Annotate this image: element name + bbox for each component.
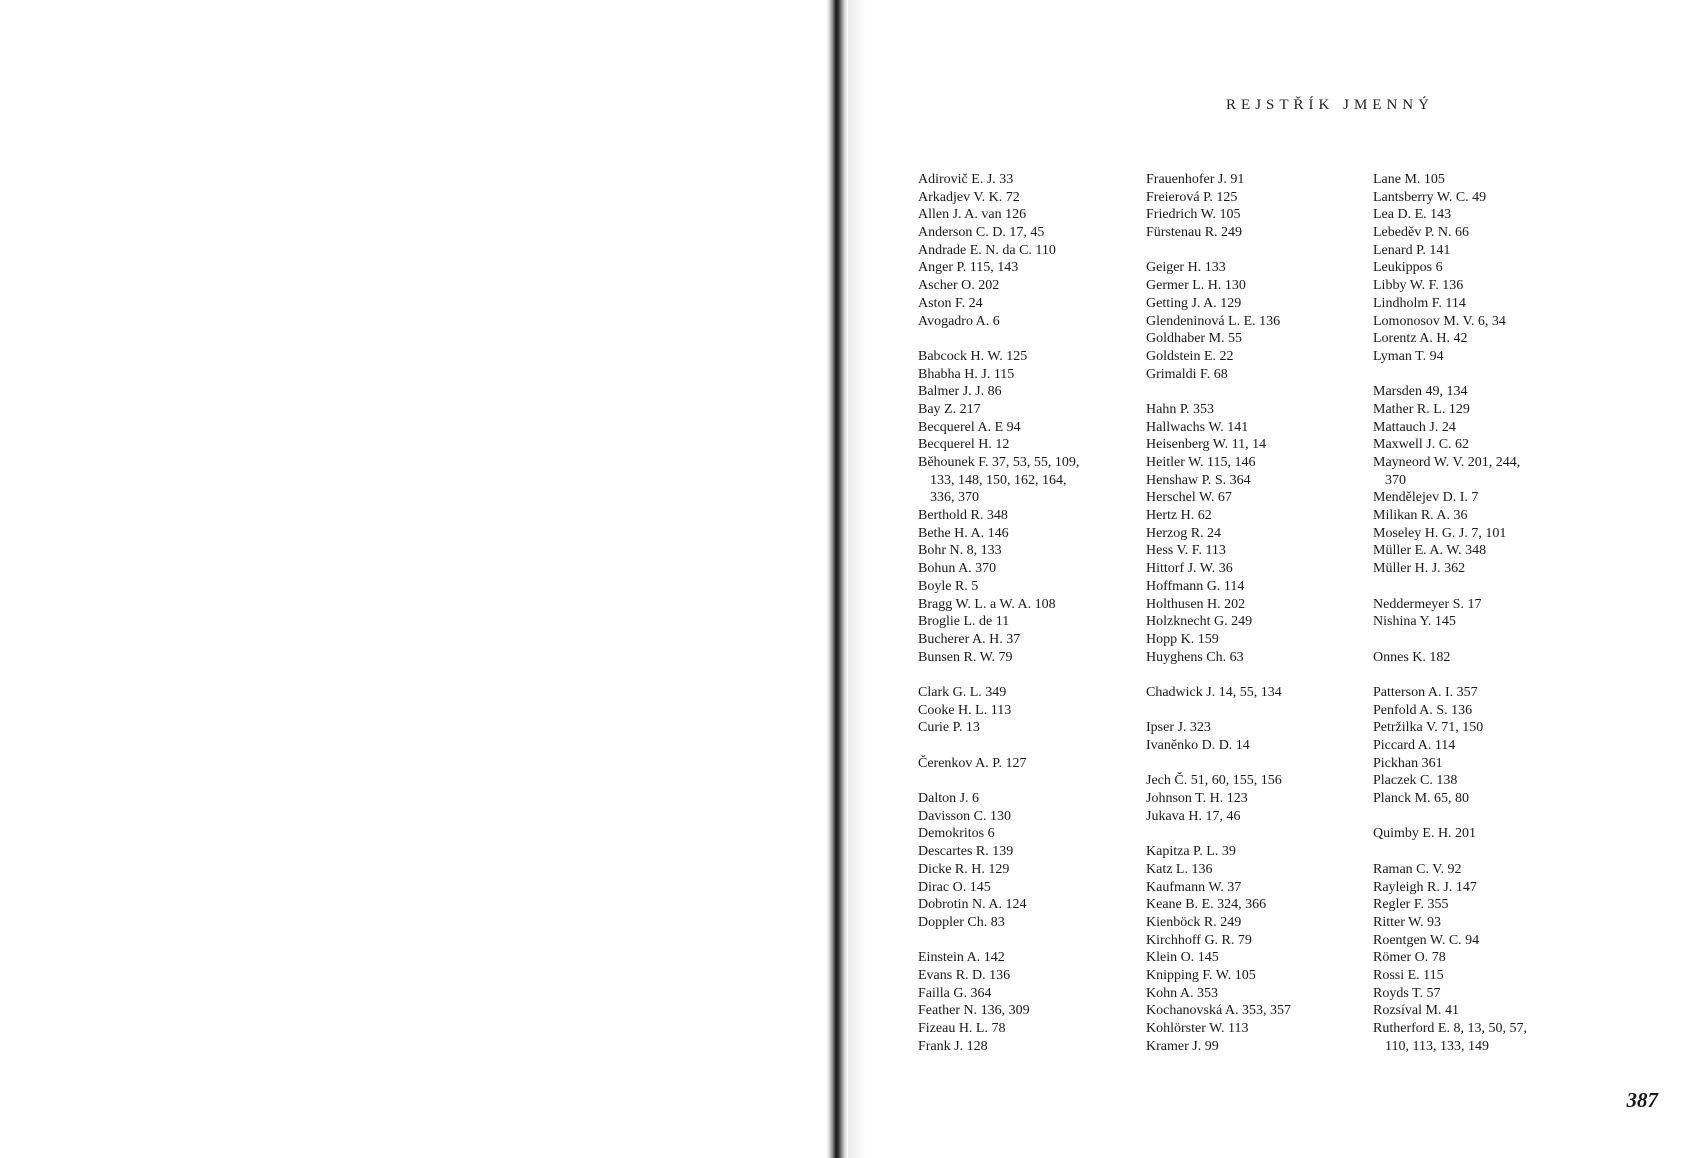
index-entry: Henshaw P. S. 364 xyxy=(1146,472,1251,488)
index-entry: Kapitza P. L. 39 xyxy=(1146,844,1236,860)
index-entry: Müller E. A. W. 348 xyxy=(1373,543,1487,559)
index-entry: Hallwachs W. 141 xyxy=(1146,419,1249,435)
index-entry: Ipser J. 323 xyxy=(1146,720,1211,736)
book-spine xyxy=(826,0,848,1158)
index-entry: Placzek C. 138 xyxy=(1373,773,1458,789)
index-entry: 370 xyxy=(1385,472,1406,488)
index-entry: Kramer J. 99 xyxy=(1146,1038,1219,1054)
index-entry: Heitler W. 115, 146 xyxy=(1146,455,1256,470)
index-gap xyxy=(1373,808,1527,826)
index-entry: Hertz H. 62 xyxy=(1146,508,1212,524)
index-entry: Rutherford E. 8, 13, 50, 57, xyxy=(1373,1021,1527,1036)
index-entry: Knipping F. W. 105 xyxy=(1146,967,1256,983)
index-entry: Kienböck R. 249 xyxy=(1146,914,1242,930)
index-entry: Rossi E. 115 xyxy=(1373,967,1444,983)
index-entry: Bohun A. 370 xyxy=(918,561,997,577)
index-entry: Moseley H. G. J. 7, 101 xyxy=(1373,525,1507,541)
index-entry: Dobrotin N. A. 124 xyxy=(918,897,1027,913)
index-gap xyxy=(1146,825,1291,843)
index-entry: Anger P. 115, 143 xyxy=(918,260,1019,276)
index-entry: Herschel W. 67 xyxy=(1146,490,1232,506)
index-entry: 110, 113, 133, 149 xyxy=(1385,1038,1489,1054)
index-entry: Jukava H. 17, 46 xyxy=(1146,808,1241,824)
index-entry: Roentgen W. C. 94 xyxy=(1373,932,1480,948)
index-entry: Penfold A. S. 136 xyxy=(1373,702,1473,718)
index-entry: Hahn P. 353 xyxy=(1146,401,1215,417)
index-entry: Anderson C. D. 17, 45 xyxy=(918,225,1045,241)
index-entry: Běhounek F. 37, 53, 55, 109, xyxy=(918,455,1080,470)
index-entry: Quimby E. H. 201 xyxy=(1373,826,1477,842)
index-entry: Lantsberry W. C. 49 xyxy=(1373,189,1487,205)
index-entry: Onnes K. 182 xyxy=(1373,649,1451,665)
index-gap xyxy=(918,772,1079,790)
index-entry: Herzog R. 24 xyxy=(1146,525,1222,541)
index-entry: Freierová P. 125 xyxy=(1146,189,1238,205)
index-entry: Becquerel H. 12 xyxy=(918,437,1010,453)
index-entry: Dalton J. 6 xyxy=(918,791,980,807)
index-entry: Lomonosov M. V. 6, 34 xyxy=(1373,313,1506,329)
index-entry: Bhabha H. J. 115 xyxy=(918,366,1015,382)
index-entry: Friedrich W. 105 xyxy=(1146,207,1241,223)
index-entry: Römer O. 78 xyxy=(1373,950,1446,966)
index-column-1 xyxy=(918,171,1079,1055)
index-entry: Kochanovská A. 353, 357 xyxy=(1146,1003,1292,1019)
index-entry: Hittorf J. W. 36 xyxy=(1146,561,1233,577)
index-entry: Royds T. 57 xyxy=(1373,985,1441,1001)
index-entry: Kohlörster W. 113 xyxy=(1146,1021,1249,1036)
index-entry: Cooke H. L. 113 xyxy=(918,702,1012,718)
index-entry: Piccard A. 114 xyxy=(1373,738,1456,753)
index-entry: Kohn A. 353 xyxy=(1146,985,1218,1001)
index-entry: Patterson A. I. 357 xyxy=(1373,684,1478,700)
index-gap xyxy=(1146,702,1291,720)
index-entry: Fürstenau R. 249 xyxy=(1146,225,1243,241)
blank-left-page xyxy=(0,0,826,1158)
index-entry: Holthusen H. 202 xyxy=(1146,596,1246,612)
index-entry: Bunsen R. W. 79 xyxy=(918,649,1013,665)
index-entry: Lindholm F. 114 xyxy=(1373,295,1466,311)
index-entry: Ivaněnko D. D. 14 xyxy=(1146,738,1250,753)
index-entry: Curie P. 13 xyxy=(918,720,980,736)
index-entry: Regler F. 355 xyxy=(1373,897,1449,913)
index-entry: Neddermeyer S. 17 xyxy=(1373,596,1482,612)
index-entry: Mather R. L. 129 xyxy=(1373,401,1470,417)
index-entry: Keane B. E. 324, 366 xyxy=(1146,897,1267,913)
index-gap xyxy=(918,737,1079,755)
index-entry: Avogadro A. 6 xyxy=(918,313,1000,329)
index-entry: Allen J. A. van 126 xyxy=(918,207,1027,223)
index-entry: Lea D. E. 143 xyxy=(1373,207,1452,223)
index-entry: Lenard P. 141 xyxy=(1373,242,1451,258)
index-entry: Dirac O. 145 xyxy=(918,879,991,895)
index-gap xyxy=(1146,242,1291,260)
index-entry: Petržilka V. 71, 150 xyxy=(1373,720,1484,736)
index-gap xyxy=(1373,843,1527,861)
index-entry: Holzknecht G. 249 xyxy=(1146,614,1253,630)
index-gap xyxy=(1146,666,1291,684)
index-gap xyxy=(1373,578,1527,596)
index-entry: Evans R. D. 136 xyxy=(918,967,1011,983)
index-entry: Heisenberg W. 11, 14 xyxy=(1146,437,1267,453)
index-gap xyxy=(918,932,1079,950)
index-entry: Libby W. F. 136 xyxy=(1373,278,1464,294)
index-page xyxy=(848,0,1695,1158)
index-entry: Pickhan 361 xyxy=(1373,755,1443,771)
index-entry: Grimaldi F. 68 xyxy=(1146,366,1228,382)
index-entry: Arkadjev V. K. 72 xyxy=(918,189,1020,205)
index-entry: Mattauch J. 24 xyxy=(1373,419,1456,435)
index-column-2 xyxy=(1146,171,1291,1055)
index-entry: Broglie L. de 11 xyxy=(918,614,1010,630)
index-entry: Mayneord W. V. 201, 244, xyxy=(1373,455,1521,470)
index-entry: Feather N. 136, 309 xyxy=(918,1003,1030,1019)
index-entry: Chadwick J. 14, 55, 134 xyxy=(1146,684,1282,700)
index-entry: Raman C. V. 92 xyxy=(1373,861,1462,877)
index-entry: Adirovič E. J. 33 xyxy=(918,172,1014,187)
index-entry: Planck M. 65, 80 xyxy=(1373,791,1470,807)
index-entry: Hess V. F. 113 xyxy=(1146,543,1226,559)
index-entry: Babcock H. W. 125 xyxy=(918,348,1028,364)
index-gap xyxy=(1373,366,1527,384)
index-entry: Mendělejev D. I. 7 xyxy=(1373,490,1479,506)
page-title: REJSTŘÍK JMENNÝ xyxy=(1226,97,1434,113)
index-entry: Frank J. 128 xyxy=(918,1038,988,1054)
index-entry: Balmer J. J. 86 xyxy=(918,384,1002,400)
index-entry: Andrade E. N. da C. 110 xyxy=(918,242,1056,258)
index-entry: Germer L. H. 130 xyxy=(1146,278,1246,294)
index-entry: Leukippos 6 xyxy=(1373,260,1443,276)
index-entry: Bragg W. L. a W. A. 108 xyxy=(918,596,1056,612)
index-entry: Rayleigh R. J. 147 xyxy=(1373,879,1477,895)
index-entry: Frauenhofer J. 91 xyxy=(1146,172,1245,187)
index-entry: Hoffmann G. 114 xyxy=(1146,578,1245,594)
index-entry: Demokritos 6 xyxy=(918,826,995,842)
index-entry: Rozsíval M. 41 xyxy=(1373,1003,1459,1019)
index-entry: Lane M. 105 xyxy=(1373,172,1445,187)
index-entry: Descartes R. 139 xyxy=(918,844,1014,860)
index-gap xyxy=(1146,383,1291,401)
index-gap xyxy=(1373,666,1527,684)
index-entry: Klein O. 145 xyxy=(1146,950,1219,966)
index-entry: Glendeninová L. E. 136 xyxy=(1146,313,1281,329)
index-entry: Boyle R. 5 xyxy=(918,578,979,594)
index-entry: Čerenkov A. P. 127 xyxy=(918,755,1027,771)
index-entry: Marsden 49, 134 xyxy=(1373,384,1468,400)
index-entry: Ritter W. 93 xyxy=(1373,914,1442,930)
index-entry: Ascher O. 202 xyxy=(918,278,1000,294)
index-entry: Goldhaber M. 55 xyxy=(1146,331,1243,347)
index-entry: Jech Č. 51, 60, 155, 156 xyxy=(1146,773,1282,789)
index-entry: Getting J. A. 129 xyxy=(1146,295,1242,311)
index-column-3 xyxy=(1373,171,1527,1055)
index-entry: Maxwell J. C. 62 xyxy=(1373,437,1470,453)
index-entry: Bay Z. 217 xyxy=(918,401,981,417)
index-entry: Lorentz A. H. 42 xyxy=(1373,331,1468,347)
index-entry: Müller H. J. 362 xyxy=(1373,561,1466,577)
index-entry: Lebeděv P. N. 66 xyxy=(1373,225,1470,241)
index-entry: Dicke R. H. 129 xyxy=(918,861,1010,877)
index-gap xyxy=(1146,755,1291,773)
index-entry: Davisson C. 130 xyxy=(918,808,1011,824)
index-entry: Aston F. 24 xyxy=(918,295,983,311)
index-entry: Lyman T. 94 xyxy=(1373,348,1444,364)
index-entry: Failla G. 364 xyxy=(918,985,992,1001)
index-entry: 336, 370 xyxy=(930,490,979,506)
index-entry: Bohr N. 8, 133 xyxy=(918,543,1002,559)
index-entry: Katz L. 136 xyxy=(1146,861,1213,877)
index-entry: Kaufmann W. 37 xyxy=(1146,879,1242,895)
index-entry: Kirchhoff G. R. 79 xyxy=(1146,932,1252,948)
index-gap xyxy=(918,330,1079,348)
index-entry: Johnson T. H. 123 xyxy=(1146,791,1248,807)
index-entry: Huyghens Ch. 63 xyxy=(1146,649,1244,665)
index-entry: Fizeau H. L. 78 xyxy=(918,1021,1006,1036)
page-number: 387 xyxy=(1626,1088,1658,1112)
index-entry: Bucherer A. H. 37 xyxy=(918,631,1021,647)
index-entry: Nishina Y. 145 xyxy=(1373,614,1456,630)
index-entry: Milikan R. A. 36 xyxy=(1373,508,1468,524)
index-entry: Clark G. L. 349 xyxy=(918,684,1007,700)
index-entry: Einstein A. 142 xyxy=(918,950,1005,966)
index-gap xyxy=(918,666,1079,684)
index-entry: Hopp K. 159 xyxy=(1146,631,1219,647)
index-entry: Becquerel A. E 94 xyxy=(918,419,1021,435)
index-entry: 133, 148, 150, 162, 164, xyxy=(930,472,1067,488)
index-entry: Bethe H. A. 146 xyxy=(918,525,1009,541)
index-entry: Berthold R. 348 xyxy=(918,508,1008,524)
index-entry: Doppler Ch. 83 xyxy=(918,914,1005,930)
index-entry: Goldstein E. 22 xyxy=(1146,348,1234,364)
index-gap xyxy=(1373,631,1527,649)
index-entry: Geiger H. 133 xyxy=(1146,260,1226,276)
